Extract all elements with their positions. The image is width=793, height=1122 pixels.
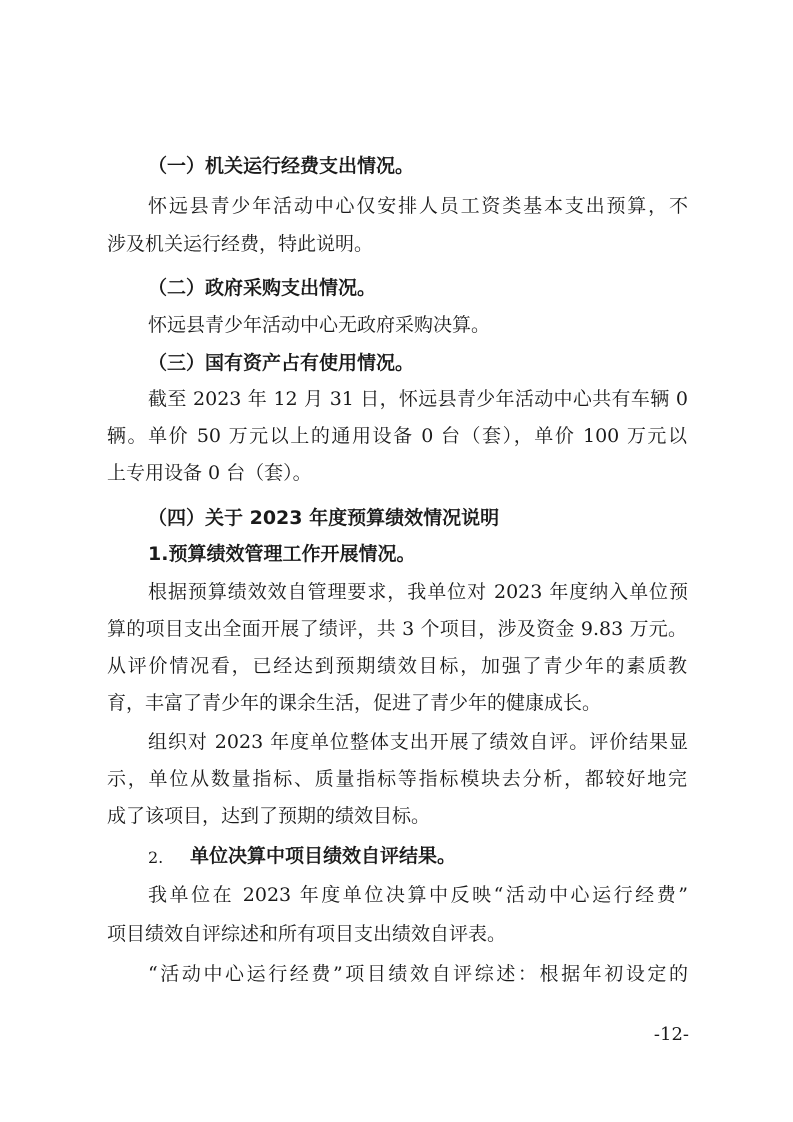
section-4-paragraph-1-line-4: 育，丰富了青少年的课余生活，促进了青少年的健康成长。: [107, 692, 602, 714]
section-4-paragraph-1-line-3: 从评价情况看，已经达到预期绩效目标，加强了青少年的素质教: [107, 655, 687, 677]
section-4-subheading-2-number: 2.: [148, 848, 164, 867]
section-4-heading: （四）关于 2023 年度预算绩效情况说明: [148, 507, 500, 529]
section-4-paragraph-2-line-3: 成了该项目，达到了预期的绩效目标。: [107, 805, 431, 827]
section-4-paragraph-4-line-1: “活动中心运行经费”项目绩效自评综述：根据年初设定的: [148, 963, 688, 985]
page-number: -12-: [653, 1024, 689, 1045]
section-1-line-2: 涉及机关运行经费，特此说明。: [107, 233, 374, 255]
section-1-line-1: 怀远县青少年活动中心仅安排人员工资类基本支出预算，不: [148, 195, 688, 217]
section-4-paragraph-3-line-1: 我单位在 2023 年度单位决算中反映“活动中心运行经费”: [148, 884, 688, 906]
section-4-paragraph-3-line-2: 项目绩效自评综述和所有项目支出绩效自评表。: [107, 923, 507, 945]
section-4-subheading-2: 单位决算中项目绩效自评结果。: [190, 845, 457, 867]
section-2-line-1: 怀远县青少年活动中心无政府采购决算。: [148, 314, 491, 336]
section-3-line-2: 辆。单价 50 万元以上的通用设备 0 台（套），单价 100 万元以: [107, 425, 687, 447]
section-3-line-1: 截至 2023 年 12 月 31 日，怀远县青少年活动中心共有车辆 0: [148, 388, 688, 410]
section-4-paragraph-1-line-1: 根据预算绩效效自管理要求，我单位对 2023 年度纳入单位预: [148, 581, 688, 603]
section-3-line-3: 上专用设备 0 台（套）。: [107, 462, 312, 484]
section-4-paragraph-1-line-2: 算的项目支出全面开展了绩评，共 3 个项目，涉及资金 9.83 万元。: [107, 618, 687, 640]
section-4-paragraph-2-line-1: 组织对 2023 年度单位整体支出开展了绩效自评。评价结果显: [148, 731, 688, 753]
section-1-heading: （一）机关运行经费支出情况。: [148, 155, 415, 177]
section-4-subheading-1: 1.预算绩效管理工作开展情况。: [148, 543, 416, 565]
section-4-paragraph-2-line-2: 示，单位从数量指标、质量指标等指标模块去分析，都较好地完: [107, 768, 687, 790]
section-2-heading: （二）政府采购支出情况。: [148, 277, 377, 299]
section-3-heading: （三）国有资产占有使用情况。: [148, 352, 415, 374]
